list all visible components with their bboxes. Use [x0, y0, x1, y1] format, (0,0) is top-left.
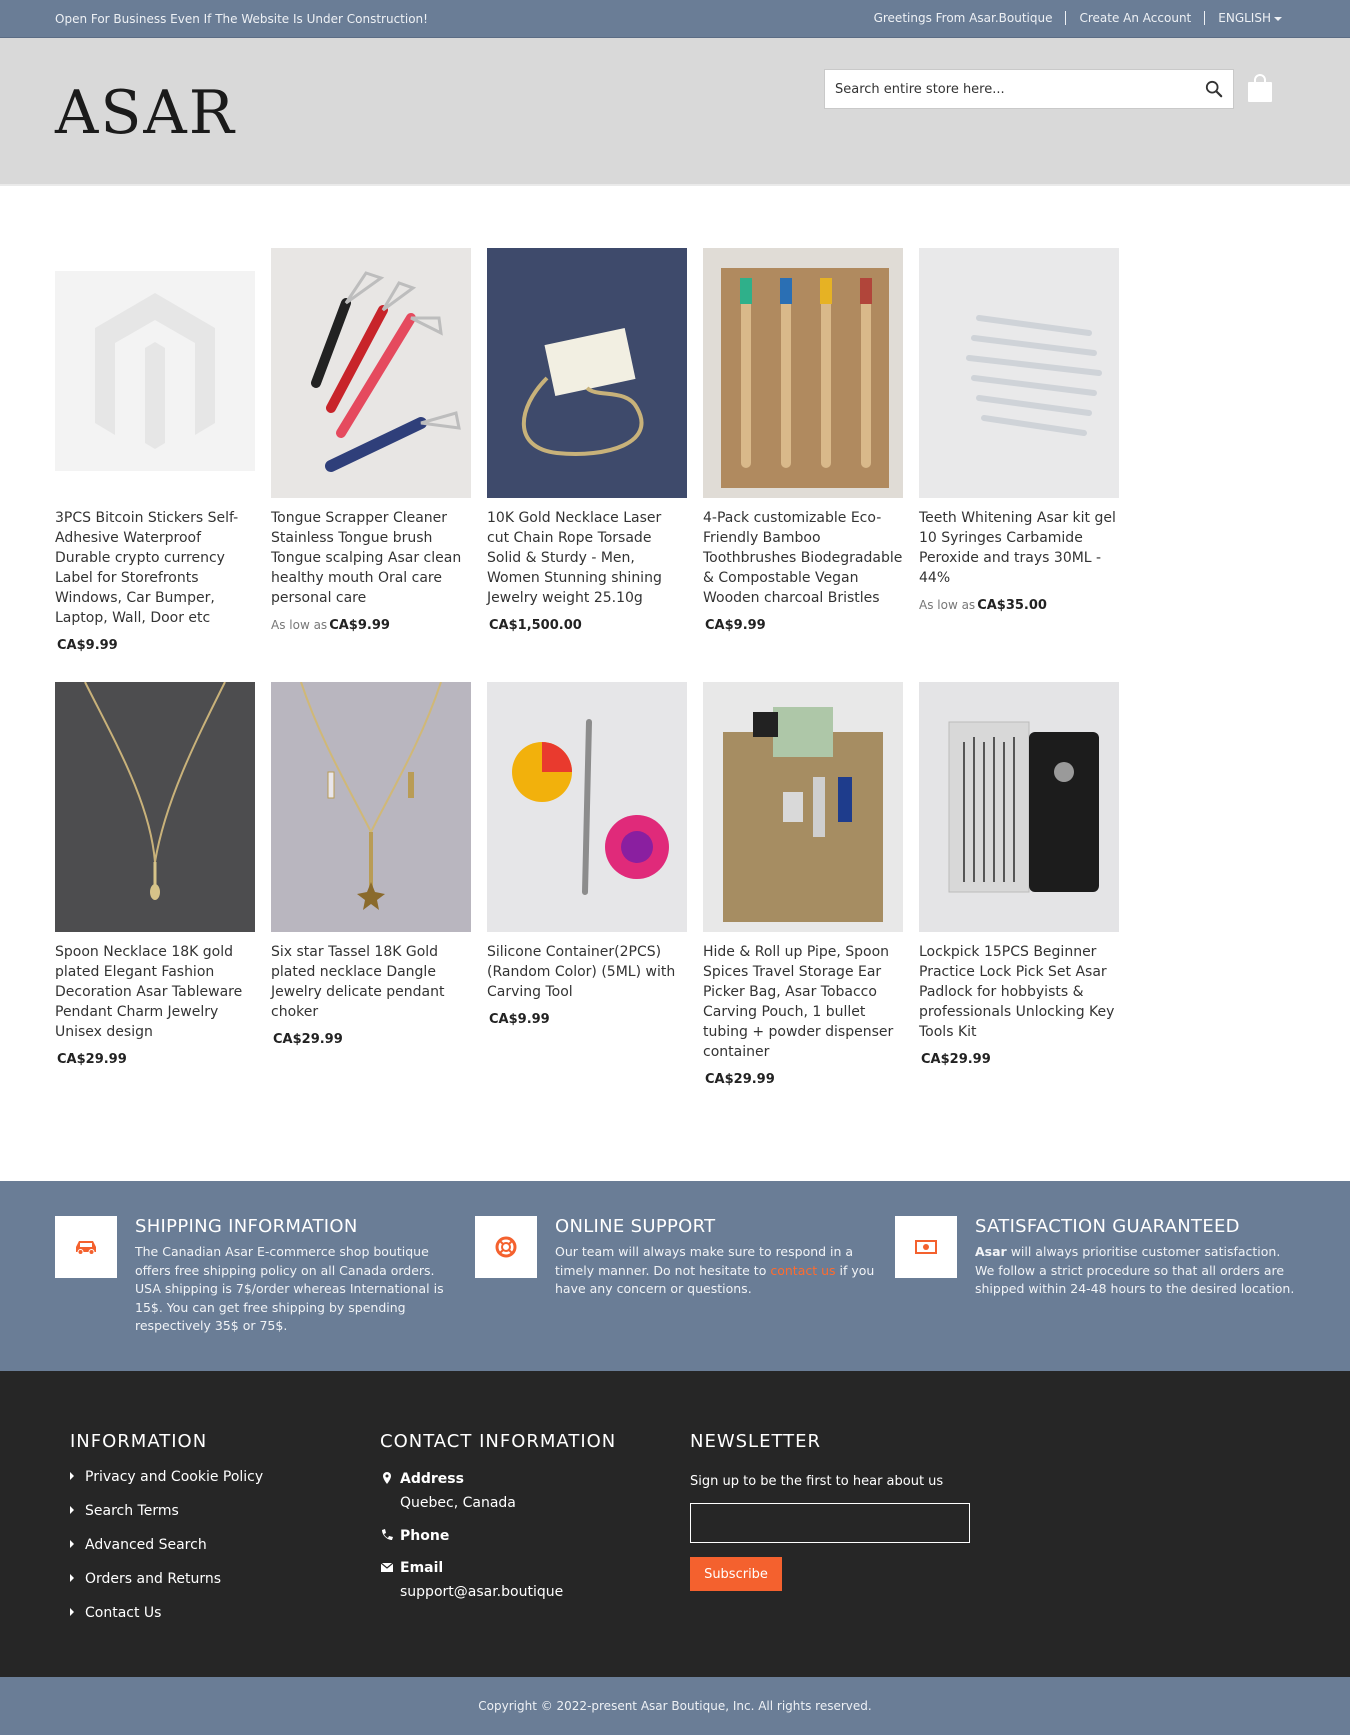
- shopping-bag-icon[interactable]: [1246, 73, 1274, 103]
- product-card[interactable]: [55, 248, 255, 653]
- top-bar: [0, 0, 1350, 38]
- contact-phone: Phone: [380, 1526, 616, 1546]
- greeting-text: Greetings From Asar.Boutique: [873, 11, 1053, 25]
- product-card[interactable]: [271, 248, 471, 633]
- search-box: [824, 69, 1234, 109]
- footer-heading: INFORMATION: [70, 1431, 208, 1452]
- product-price: As low as CA$35.00: [919, 598, 1047, 613]
- feature-icon-box: [475, 1216, 537, 1278]
- feature-text: Asar will always prioritise customer satisfaction. We follow a strict procedure so that all orders are shipped within 24-48 hours to the desired location.: [975, 1244, 1295, 1296]
- product-name[interactable]: Six star Tassel 18K Gold plated necklace Dangle Jewelry delicate pendant choker: [271, 944, 445, 1020]
- product-price: As low as CA$9.99: [271, 618, 390, 633]
- product-name[interactable]: Lockpick 15PCS Beginner Practice Lock Pick Set Asar Padlock for hobbyists & professionals Unlocking Key Tools Kit: [919, 944, 1115, 1040]
- footer-information: [70, 1431, 263, 1639]
- product-image[interactable]: [487, 248, 687, 498]
- search-input[interactable]: [825, 70, 1185, 108]
- caret-right-icon: [70, 1608, 74, 1616]
- product-image[interactable]: [271, 682, 471, 932]
- feature-title: SHIPPING INFORMATION: [135, 1216, 358, 1237]
- feature-text: Our team will always make sure to respond in a timely manner. Do not hesitate to contact us if you have any concern or questions.: [555, 1244, 875, 1296]
- site-logo[interactable]: ASAR: [55, 78, 236, 148]
- car-icon: [74, 1238, 98, 1256]
- product-image[interactable]: [919, 248, 1119, 498]
- footer-link-orders-returns[interactable]: Orders and Returns: [70, 1571, 263, 1605]
- contact-list: [380, 1469, 616, 1603]
- tongue-scrapers-image: [271, 248, 471, 498]
- spoon-necklace-image: [55, 682, 255, 932]
- product-card[interactable]: [919, 248, 1119, 613]
- subscribe-button[interactable]: Subscribe: [690, 1557, 782, 1591]
- language-switcher[interactable]: [1204, 11, 1295, 25]
- product-card[interactable]: [703, 682, 903, 1087]
- map-marker-icon: [380, 1471, 394, 1485]
- features-band: [0, 1181, 1350, 1371]
- product-name[interactable]: Teeth Whitening Asar kit gel 10 Syringes Carbamide Peroxide and trays 30ML - 44%: [919, 510, 1116, 586]
- contact-address: Address Quebec, Canada: [380, 1469, 616, 1514]
- bamboo-toothbrushes-image: [703, 248, 903, 498]
- footer-links: [70, 1469, 263, 1639]
- product-name[interactable]: 4-Pack customizable Eco-Friendly Bamboo Toothbrushes Biodegradable & Compostable Vegan Wooden charcoal Bristles: [703, 510, 903, 606]
- caret-right-icon: [70, 1574, 74, 1582]
- star-necklace-image: [271, 682, 471, 932]
- announcement-text: Open For Business Even If The Website Is Under Construction!: [55, 12, 428, 26]
- product-card[interactable]: [703, 248, 903, 633]
- product-name[interactable]: 3PCS Bitcoin Stickers Self-Adhesive Waterproof Durable crypto currency Label for Storefronts Windows, Car Bumper, Laptop, Wall, Door etc: [55, 510, 239, 626]
- newsletter-email-input[interactable]: [690, 1503, 970, 1543]
- newsletter-text: Sign up to be the first to hear about us: [690, 1474, 944, 1489]
- product-price: CA$9.99: [705, 618, 766, 633]
- product-image[interactable]: [703, 682, 903, 932]
- search-icon[interactable]: [1205, 80, 1223, 98]
- product-name[interactable]: Tongue Scrapper Cleaner Stainless Tongue brush Tongue scalping Asar clean healthy mouth Oral care personal care: [271, 510, 462, 606]
- envelope-icon: [380, 1560, 394, 1574]
- footer-newsletter: [690, 1431, 970, 1591]
- product-price: CA$9.99: [57, 638, 118, 653]
- footer-link-privacy[interactable]: Privacy and Cookie Policy: [70, 1469, 263, 1503]
- product-price: CA$9.99: [489, 1012, 550, 1027]
- product-price: CA$29.99: [705, 1072, 775, 1087]
- brand-name: Asar: [975, 1244, 1007, 1259]
- chevron-down-icon: [1274, 17, 1282, 21]
- caret-right-icon: [70, 1506, 74, 1514]
- product-image[interactable]: [55, 248, 255, 498]
- gold-chain-image: [487, 248, 687, 498]
- language-label: ENGLISH: [1218, 11, 1271, 25]
- feature-title: SATISFACTION GUARANTEED: [975, 1216, 1240, 1237]
- footer-contact: [380, 1431, 616, 1615]
- placeholder-logo-image: [55, 248, 255, 498]
- product-price: CA$29.99: [57, 1052, 127, 1067]
- phone-icon: [380, 1528, 394, 1542]
- caret-right-icon: [70, 1472, 74, 1480]
- product-name[interactable]: Hide & Roll up Pipe, Spoon Spices Travel Storage Ear Picker Bag, Asar Tobacco Carving Pouch, 1 bullet tubing + powder dispenser container: [703, 944, 894, 1060]
- feature-icon-box: [895, 1216, 957, 1278]
- footer-link-search-terms[interactable]: Search Terms: [70, 1503, 263, 1537]
- caret-right-icon: [70, 1540, 74, 1548]
- product-image[interactable]: [919, 682, 1119, 932]
- product-card[interactable]: [487, 248, 687, 633]
- contact-email: Email support@asar.boutique: [380, 1558, 616, 1603]
- product-name[interactable]: Silicone Container(2PCS) (Random Color) (5ML) with Carving Tool: [487, 944, 676, 1000]
- footer-link-contact-us[interactable]: Contact Us: [70, 1605, 263, 1639]
- product-price: CA$1,500.00: [489, 618, 582, 633]
- contact-us-link[interactable]: contact us: [770, 1262, 836, 1278]
- feature-title: ONLINE SUPPORT: [555, 1216, 716, 1237]
- product-name[interactable]: 10K Gold Necklace Laser cut Chain Rope Torsade Solid & Sturdy - Men, Women Stunning shining Jewelry weight 25.10g: [487, 510, 662, 606]
- feature-icon-box: [55, 1216, 117, 1278]
- product-image[interactable]: [487, 682, 687, 932]
- product-image[interactable]: [55, 682, 255, 932]
- product-card[interactable]: [487, 682, 687, 1027]
- product-image[interactable]: [703, 248, 903, 498]
- lifebuoy-icon: [495, 1236, 517, 1258]
- product-card[interactable]: [919, 682, 1119, 1067]
- site-header: [0, 38, 1350, 186]
- footer-heading: CONTACT INFORMATION: [380, 1431, 617, 1452]
- product-price: CA$29.99: [273, 1032, 343, 1047]
- copyright-bar: [0, 1677, 1350, 1735]
- product-price: CA$29.99: [921, 1052, 991, 1067]
- money-icon: [915, 1239, 937, 1255]
- footer-heading: NEWSLETTER: [690, 1431, 822, 1452]
- footer-link-advanced-search[interactable]: Advanced Search: [70, 1537, 263, 1571]
- feature-text: The Canadian Asar E-commerce shop boutique offers free shipping policy on all Canada orders. USA shipping is 7$/order whereas International is 15$. You can get free shipping by spending respectively 35$ or 75$.: [135, 1244, 444, 1333]
- product-card[interactable]: [55, 682, 255, 1067]
- lockpick-set-image: [919, 682, 1119, 932]
- silicone-containers-image: [487, 682, 687, 932]
- syringes-image: [919, 248, 1119, 498]
- copyright-text: Copyright © 2022-present Asar Boutique, Inc. All rights reserved.: [478, 1699, 872, 1713]
- create-account-link[interactable]: Create An Account: [1065, 11, 1204, 25]
- roll-up-pouch-image: [703, 682, 903, 932]
- product-card[interactable]: [271, 682, 471, 1047]
- product-name[interactable]: Spoon Necklace 18K gold plated Elegant Fashion Decoration Asar Tableware Pendant Charm Jewelry Unisex design: [55, 944, 243, 1040]
- email-link[interactable]: support@asar.boutique: [400, 1584, 564, 1600]
- product-image[interactable]: [271, 248, 471, 498]
- top-links: [861, 11, 1295, 25]
